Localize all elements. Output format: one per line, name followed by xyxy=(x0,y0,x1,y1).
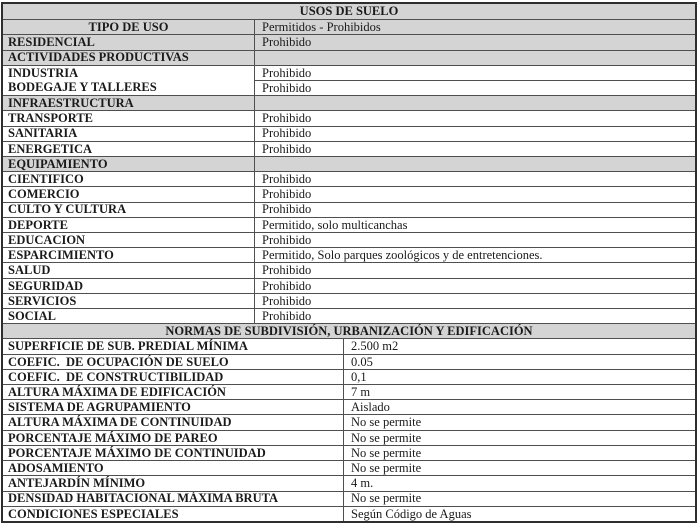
row-label: COEFIC. DE OCUPACIÓN DE SUELO xyxy=(3,354,344,369)
row-equipamiento xyxy=(3,156,695,171)
row-label: EDUCACION xyxy=(3,232,255,247)
row-label: BODEGAJE Y TALLERES xyxy=(3,80,255,95)
row-value: Prohibido xyxy=(255,65,695,80)
row-label: ANTEJARDÍN MÍNIMO xyxy=(3,475,344,490)
row-value: Permitido, solo multicanchas xyxy=(255,217,695,232)
row-value: Prohibido xyxy=(255,262,695,277)
row-value: No se permite xyxy=(344,491,695,506)
row-value: 7 m xyxy=(344,384,695,399)
row-altura-maxima-de-edificacion xyxy=(3,384,695,399)
row-label: ALTURA MÁXIMA DE EDIFICACIÓN xyxy=(3,384,344,399)
row-altura-maxima-de-continuidad xyxy=(3,414,695,429)
row-condiciones-especiales xyxy=(3,506,695,521)
column-header-tipo-de-uso: TIPO DE USO xyxy=(3,19,255,34)
row-label: INDUSTRIA xyxy=(3,65,255,80)
row-energetica xyxy=(3,141,695,156)
row-label: SISTEMA DE AGRUPAMIENTO xyxy=(3,399,344,414)
row-salud xyxy=(3,262,695,277)
row-label: RESIDENCIAL xyxy=(3,34,255,49)
row-value: 0.05 xyxy=(344,354,695,369)
row-value: No se permite xyxy=(344,445,695,460)
land-use-table xyxy=(1,2,697,523)
row-servicios xyxy=(3,293,695,308)
row-esparcimiento xyxy=(3,247,695,262)
row-coefic-de-ocupacion-de-suelo xyxy=(3,354,695,369)
row-actividades-productivas xyxy=(3,50,695,65)
row-label: ENERGETICA xyxy=(3,141,255,156)
row-label: CULTO Y CULTURA xyxy=(3,202,255,217)
row-value: 2.500 m2 xyxy=(344,338,695,353)
row-bodegaje-y-talleres xyxy=(3,80,695,95)
row-label: ACTIVIDADES PRODUCTIVAS xyxy=(3,50,255,65)
row-comercio xyxy=(3,186,695,201)
row-transporte xyxy=(3,110,695,125)
section-title-row xyxy=(3,323,695,338)
row-value xyxy=(255,156,695,171)
row-value: No se permite xyxy=(344,414,695,429)
row-label: COEFIC. DE CONSTRUCTIBILIDAD xyxy=(3,369,344,384)
row-cientifico xyxy=(3,171,695,186)
row-infraestructura xyxy=(3,95,695,110)
row-value: No se permite xyxy=(344,430,695,445)
row-residencial xyxy=(3,34,695,49)
row-value: Prohibido xyxy=(255,171,695,186)
row-label: PORCENTAJE MÁXIMO DE PAREO xyxy=(3,430,344,445)
row-label: SEGURIDAD xyxy=(3,278,255,293)
row-value: Según Código de Aguas xyxy=(344,506,695,521)
row-adosamiento xyxy=(3,460,695,475)
row-value: Prohibido xyxy=(255,186,695,201)
row-industria xyxy=(3,65,695,80)
row-coefic-de-constructibilidad xyxy=(3,369,695,384)
column-header-permitidos-prohibidos: Permitidos - Prohibidos xyxy=(255,19,695,34)
row-seguridad xyxy=(3,278,695,293)
row-label: ALTURA MÁXIMA DE CONTINUIDAD xyxy=(3,414,344,429)
row-culto-y-cultura xyxy=(3,202,695,217)
row-label: TRANSPORTE xyxy=(3,110,255,125)
row-value: Prohibido xyxy=(255,202,695,217)
row-sanitaria xyxy=(3,126,695,141)
row-label: ESPARCIMIENTO xyxy=(3,247,255,262)
row-label: SERVICIOS xyxy=(3,293,255,308)
row-label: COMERCIO xyxy=(3,186,255,201)
row-value: Prohibido xyxy=(255,278,695,293)
row-value: Prohibido xyxy=(255,110,695,125)
row-densidad-habitacional-maxima-bruta xyxy=(3,491,695,506)
row-antejardin-minimo xyxy=(3,475,695,490)
row-value: 0,1 xyxy=(344,369,695,384)
row-superficie-de-sub-predial-minima xyxy=(3,338,695,353)
row-value xyxy=(255,50,695,65)
row-label: SOCIAL xyxy=(3,308,255,323)
row-social xyxy=(3,308,695,323)
row-value: Prohibido xyxy=(255,232,695,247)
row-value: Prohibido xyxy=(255,308,695,323)
row-label: DEPORTE xyxy=(3,217,255,232)
row-label: EQUIPAMIENTO xyxy=(3,156,255,171)
row-label: SALUD xyxy=(3,262,255,277)
row-value: Prohibido xyxy=(255,293,695,308)
row-label: DENSIDAD HABITACIONAL MÁXIMA BRUTA xyxy=(3,491,344,506)
row-label: CIENTIFICO xyxy=(3,171,255,186)
row-label: INFRAESTRUCTURA xyxy=(3,95,255,110)
row-sistema-de-agrupamiento xyxy=(3,399,695,414)
column-header-row xyxy=(3,19,695,34)
row-deporte xyxy=(3,217,695,232)
row-label: CONDICIONES ESPECIALES xyxy=(3,506,344,521)
row-value: Prohibido xyxy=(255,34,695,49)
row-label: PORCENTAJE MÁXIMO DE CONTINUIDAD xyxy=(3,445,344,460)
row-value: 4 m. xyxy=(344,475,695,490)
row-label: ADOSAMIENTO xyxy=(3,460,344,475)
row-label: SUPERFICIE DE SUB. PREDIAL MÍNIMA xyxy=(3,338,344,353)
row-value xyxy=(255,95,695,110)
table-title-row xyxy=(3,4,695,19)
row-educacion xyxy=(3,232,695,247)
row-porcentaje-maximo-de-continuidad xyxy=(3,445,695,460)
row-value: Prohibido xyxy=(255,126,695,141)
row-value: Permitido, Solo parques zoológicos y de entretenciones. xyxy=(255,247,695,262)
row-value: Prohibido xyxy=(255,141,695,156)
row-porcentaje-maximo-de-pareo xyxy=(3,430,695,445)
table-title: USOS DE SUELO xyxy=(3,4,695,19)
row-value: Aislado xyxy=(344,399,695,414)
row-value: No se permite xyxy=(344,460,695,475)
row-value: Prohibido xyxy=(255,80,695,95)
section-title-normas: NORMAS DE SUBDIVISIÓN, URBANIZACIÓN Y EDIFICACIÓN xyxy=(3,323,695,338)
row-label: SANITARIA xyxy=(3,126,255,141)
